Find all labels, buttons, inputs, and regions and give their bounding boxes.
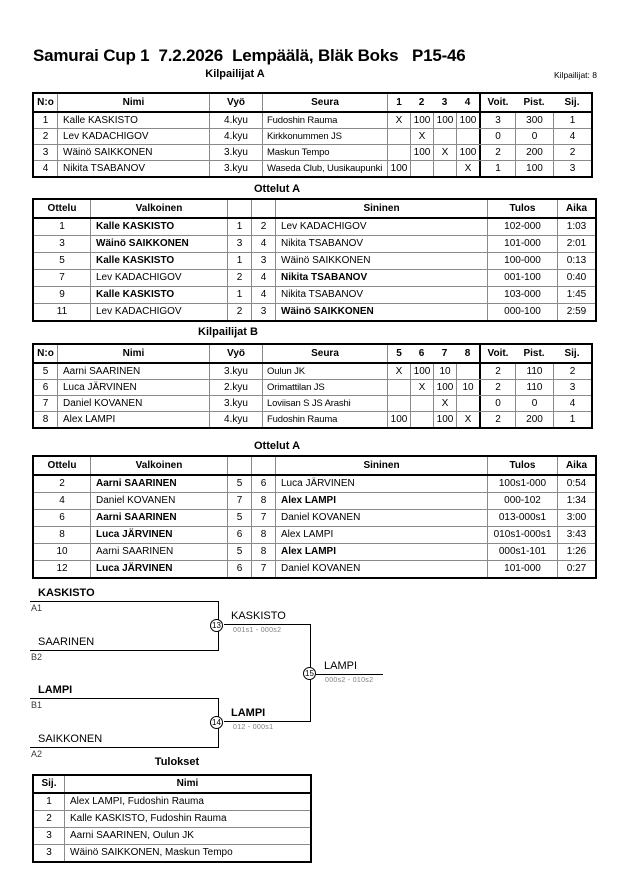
cell-match-no: 1 bbox=[59, 221, 65, 232]
cell-result-2 bbox=[410, 412, 433, 427]
cell-result-2 bbox=[410, 396, 433, 411]
cell-white-name: Aarni SAARINEN bbox=[90, 510, 227, 526]
cell-points: 100 bbox=[515, 161, 553, 176]
header-time: Aika bbox=[557, 200, 595, 217]
cell-place: 3 bbox=[553, 380, 591, 395]
page-title: Samurai Cup 1 7.2.2026 Lempäälä, Bläk Boks P15-46 bbox=[33, 46, 466, 65]
matches-b-heading: Ottelut A bbox=[253, 440, 301, 452]
cell-score: 013-000s1 bbox=[487, 510, 557, 526]
cell-blue-name: Nikita TSABANOV bbox=[275, 270, 487, 286]
cell-club: Fudoshin Rauma bbox=[262, 113, 387, 128]
cell-belt: 3.kyu bbox=[209, 145, 262, 160]
table-row bbox=[34, 810, 310, 827]
matches-a-heading: Ottelut A bbox=[253, 183, 301, 195]
cell-time: 1:26 bbox=[557, 544, 595, 560]
cell-time: 2:59 bbox=[557, 304, 595, 320]
cell-blue-name: Luca JÄRVINEN bbox=[275, 476, 487, 492]
bracket-score: 001s1 - 000s2 bbox=[233, 627, 282, 634]
cell-time: 3:00 bbox=[557, 510, 595, 526]
header-place: Sij. bbox=[41, 778, 57, 789]
header-wins: Voit. bbox=[479, 345, 515, 362]
cell-white-name: Lev KADACHIGOV bbox=[90, 304, 227, 320]
participant-count: Kilpailijat: 8 bbox=[554, 70, 597, 80]
cell-wins: 0 bbox=[479, 396, 515, 411]
cell-result-4: 100 bbox=[456, 145, 479, 160]
cell-blue-no: 6 bbox=[251, 476, 275, 492]
table-row bbox=[34, 560, 595, 577]
header-place: Sij. bbox=[564, 97, 580, 108]
table-row bbox=[34, 128, 591, 144]
cell-score: 010s1-000s1 bbox=[487, 527, 557, 543]
bracket-connector bbox=[30, 650, 218, 651]
cell-place: 3 bbox=[553, 161, 591, 176]
bracket-connector bbox=[30, 698, 218, 699]
bracket-seed-tag: A1 bbox=[31, 603, 43, 613]
header-name: Nimi bbox=[57, 345, 209, 362]
header-belt: Vyö bbox=[209, 94, 262, 111]
cell-blue-name: Alex LAMPI bbox=[275, 493, 487, 509]
cell-result-2: X bbox=[410, 380, 433, 395]
cell-place: 4 bbox=[553, 129, 591, 144]
cell-result-3 bbox=[433, 161, 456, 176]
cell-blue-no: 4 bbox=[251, 270, 275, 286]
header-white-name: Valkoinen bbox=[90, 457, 227, 474]
cell-white-no: 1 bbox=[227, 287, 251, 303]
cell-white-name: Wäinö SAIKKONEN bbox=[90, 236, 227, 252]
results-heading: Tulokset bbox=[154, 756, 200, 768]
header-blue-no bbox=[251, 200, 275, 217]
cell-white-no: 6 bbox=[227, 561, 251, 577]
table-row bbox=[34, 492, 595, 509]
cell-name: Alex LAMPI, Fudoshin Rauma bbox=[64, 794, 310, 810]
cell-time: 0:54 bbox=[557, 476, 595, 492]
cell-wins: 1 bbox=[479, 161, 515, 176]
cell-blue-no: 4 bbox=[251, 236, 275, 252]
cell-blue-no: 8 bbox=[251, 544, 275, 560]
cell-blue-name: Nikita TSABANOV bbox=[275, 236, 487, 252]
pool-b-heading: Kilpailijat B bbox=[198, 326, 258, 338]
header-blue-no bbox=[251, 457, 275, 474]
cell-place: 1 bbox=[46, 796, 52, 807]
header-points: Pist. bbox=[523, 348, 545, 359]
cell-white-name: Daniel KOVANEN bbox=[90, 493, 227, 509]
bracket-entrant-name: LAMPI bbox=[38, 684, 73, 696]
cell-match-no: 2 bbox=[59, 478, 65, 489]
cell-result-4: 100 bbox=[456, 113, 479, 128]
bracket-score: 000s2 - 010s2 bbox=[325, 677, 374, 684]
cell-white-no: 1 bbox=[227, 253, 251, 269]
cell-place: 2 bbox=[553, 145, 591, 160]
cell-blue-no: 4 bbox=[251, 287, 275, 303]
cell-points: 0 bbox=[515, 129, 553, 144]
cell-score: 000s1-101 bbox=[487, 544, 557, 560]
cell-score: 103-000 bbox=[487, 287, 557, 303]
cell-score: 101-000 bbox=[487, 236, 557, 252]
table-row bbox=[34, 476, 595, 492]
cell-blue-no: 7 bbox=[251, 510, 275, 526]
cell-blue-no: 3 bbox=[251, 253, 275, 269]
cell-result-3: 10 bbox=[433, 364, 456, 379]
header-club: Seura bbox=[262, 94, 387, 111]
cell-blue-name: Nikita TSABANOV bbox=[275, 287, 487, 303]
cell-time: 2:01 bbox=[557, 236, 595, 252]
bracket-seed-tag: B2 bbox=[31, 652, 43, 662]
cell-place: 2 bbox=[46, 813, 52, 824]
cell-blue-name: Alex LAMPI bbox=[275, 527, 487, 543]
cell-white-name: Lev KADACHIGOV bbox=[90, 270, 227, 286]
pool-a-heading: Kilpailijat A bbox=[205, 68, 265, 80]
cell-result-4 bbox=[456, 396, 479, 411]
cell-wins: 2 bbox=[479, 364, 515, 379]
cell-result-3: 100 bbox=[433, 412, 456, 427]
bracket-match-number: 14 bbox=[210, 716, 223, 729]
header-match-no: Ottelu bbox=[47, 460, 77, 471]
table-header-row bbox=[34, 345, 591, 364]
cell-match-no: 5 bbox=[59, 255, 65, 266]
table-row bbox=[34, 269, 595, 286]
table-row bbox=[34, 235, 595, 252]
pool-a-table bbox=[32, 92, 593, 178]
table-row bbox=[34, 844, 310, 861]
header-white-no bbox=[227, 200, 251, 217]
cell-name: Wäinö SAIKKONEN, Maskun Tempo bbox=[64, 845, 310, 861]
header-result-1: 1 bbox=[387, 94, 410, 111]
cell-match-no: 11 bbox=[56, 306, 68, 317]
cell-score: 102-000 bbox=[487, 219, 557, 235]
cell-time: 3:43 bbox=[557, 527, 595, 543]
cell-match-no: 4 bbox=[59, 495, 65, 506]
header-name: Nimi bbox=[57, 94, 209, 111]
cell-points: 200 bbox=[515, 412, 553, 427]
cell-match-no: 9 bbox=[59, 289, 65, 300]
cell-result-4 bbox=[456, 129, 479, 144]
pool-b-table bbox=[32, 343, 593, 429]
cell-place: 1 bbox=[553, 113, 591, 128]
table-row bbox=[34, 144, 591, 160]
cell-white-no: 2 bbox=[227, 304, 251, 320]
cell-result-3: X bbox=[433, 396, 456, 411]
cell-result-4: X bbox=[456, 161, 479, 176]
cell-time: 1:03 bbox=[557, 219, 595, 235]
cell-club: Maskun Tempo bbox=[262, 145, 387, 160]
cell-club: Fudoshin Rauma bbox=[262, 412, 387, 427]
cell-wins: 0 bbox=[479, 129, 515, 144]
cell-white-name: Aarni SAARINEN bbox=[90, 476, 227, 492]
bracket-winner-name: LAMPI bbox=[324, 660, 358, 672]
cell-score: 100s1-000 bbox=[487, 476, 557, 492]
table-row bbox=[34, 509, 595, 526]
cell-points: 110 bbox=[515, 380, 553, 395]
cell-name: Daniel KOVANEN bbox=[57, 396, 209, 411]
cell-blue-no: 7 bbox=[251, 561, 275, 577]
bracket-entrant-name: SAIKKONEN bbox=[38, 733, 103, 745]
header-no: N:o bbox=[37, 97, 54, 108]
cell-belt: 2.kyu bbox=[209, 380, 262, 395]
cell-match-no: 12 bbox=[56, 563, 68, 574]
cell-no: 8 bbox=[42, 414, 49, 425]
cell-result-3: 100 bbox=[433, 380, 456, 395]
cell-result-1: X bbox=[387, 113, 410, 128]
cell-wins: 3 bbox=[479, 113, 515, 128]
cell-match-no: 8 bbox=[59, 529, 65, 540]
table-row bbox=[34, 364, 591, 379]
cell-blue-name: Daniel KOVANEN bbox=[275, 561, 487, 577]
matches-a-table bbox=[32, 198, 597, 322]
cell-time: 1:34 bbox=[557, 493, 595, 509]
cell-blue-name: Daniel KOVANEN bbox=[275, 510, 487, 526]
matches-b-table bbox=[32, 455, 597, 579]
header-match-no: Ottelu bbox=[47, 203, 77, 214]
header-result-4: 4 bbox=[464, 97, 471, 108]
header-wins: Voit. bbox=[479, 94, 515, 111]
cell-time: 0:40 bbox=[557, 270, 595, 286]
cell-club: Oulun JK bbox=[262, 364, 387, 379]
cell-white-name: Aarni SAARINEN bbox=[90, 544, 227, 560]
cell-score: 001-100 bbox=[487, 270, 557, 286]
cell-name: Kalle KASKISTO, Fudoshin Rauma bbox=[64, 811, 310, 827]
cell-name: Luca JÄRVINEN bbox=[57, 380, 209, 395]
cell-no: 5 bbox=[42, 366, 49, 377]
cell-score: 000-102 bbox=[487, 493, 557, 509]
cell-time: 0:27 bbox=[557, 561, 595, 577]
cell-white-no: 3 bbox=[227, 236, 251, 252]
table-row bbox=[34, 160, 591, 176]
cell-result-1: 100 bbox=[387, 412, 410, 427]
cell-result-4: X bbox=[456, 412, 479, 427]
results-table bbox=[32, 774, 312, 863]
cell-points: 110 bbox=[515, 364, 553, 379]
table-header-row bbox=[34, 94, 591, 113]
bracket-connector bbox=[224, 624, 310, 625]
cell-result-1 bbox=[387, 380, 410, 395]
cell-score: 100-000 bbox=[487, 253, 557, 269]
cell-name: Nikita TSABANOV bbox=[57, 161, 209, 176]
cell-points: 200 bbox=[515, 145, 553, 160]
header-result-2: 2 bbox=[418, 97, 425, 108]
cell-white-no: 6 bbox=[227, 527, 251, 543]
bracket-winner-name: KASKISTO bbox=[231, 610, 286, 622]
cell-no: 4 bbox=[42, 163, 49, 174]
cell-wins: 2 bbox=[479, 145, 515, 160]
cell-name: Kalle KASKISTO bbox=[57, 113, 209, 128]
cell-result-1 bbox=[387, 129, 410, 144]
cell-blue-name: Wäinö SAIKKONEN bbox=[275, 304, 487, 320]
cell-result-4 bbox=[456, 364, 479, 379]
cell-name: Aarni SAARINEN, Oulun JK bbox=[64, 828, 310, 844]
cell-belt: 3.kyu bbox=[209, 396, 262, 411]
table-header-row bbox=[34, 776, 310, 794]
cell-white-no: 5 bbox=[227, 476, 251, 492]
cell-place: 3 bbox=[46, 847, 52, 858]
cell-result-2: X bbox=[410, 129, 433, 144]
cell-blue-name: Lev KADACHIGOV bbox=[275, 219, 487, 235]
cell-name: Lev KADACHIGOV bbox=[57, 129, 209, 144]
table-row bbox=[34, 543, 595, 560]
table-row bbox=[34, 379, 591, 395]
bracket-match-number: 13 bbox=[210, 619, 223, 632]
header-points: Pist. bbox=[523, 97, 545, 108]
table-row bbox=[34, 411, 591, 427]
header-place: Sij. bbox=[564, 348, 580, 359]
cell-points: 300 bbox=[515, 113, 553, 128]
cell-score: 000-100 bbox=[487, 304, 557, 320]
bracket-score: 012 - 000s1 bbox=[233, 724, 274, 731]
cell-name: Aarni SAARINEN bbox=[57, 364, 209, 379]
cell-no: 3 bbox=[42, 147, 49, 158]
cell-white-name: Kalle KASKISTO bbox=[90, 253, 227, 269]
header-name: Nimi bbox=[64, 776, 310, 792]
cell-white-no: 5 bbox=[227, 544, 251, 560]
table-row bbox=[34, 113, 591, 128]
cell-no: 1 bbox=[42, 115, 49, 126]
cell-wins: 2 bbox=[479, 412, 515, 427]
cell-white-no: 1 bbox=[227, 219, 251, 235]
cell-white-name: Luca JÄRVINEN bbox=[90, 561, 227, 577]
header-belt: Vyö bbox=[209, 345, 262, 362]
table-row bbox=[34, 219, 595, 235]
table-row bbox=[34, 827, 310, 844]
cell-match-no: 3 bbox=[59, 238, 65, 249]
cell-club: Loviisan S JS Arashi bbox=[262, 396, 387, 411]
cell-belt: 4.kyu bbox=[209, 129, 262, 144]
cell-white-name: Kalle KASKISTO bbox=[90, 287, 227, 303]
cell-result-4: 10 bbox=[456, 380, 479, 395]
cell-club: Kirkkonummen JS bbox=[262, 129, 387, 144]
cell-place: 4 bbox=[553, 396, 591, 411]
bracket-connector bbox=[30, 747, 218, 748]
cell-result-3: X bbox=[433, 145, 456, 160]
cell-time: 0:13 bbox=[557, 253, 595, 269]
table-row bbox=[34, 395, 591, 411]
cell-belt: 3.kyu bbox=[209, 161, 262, 176]
cell-no: 7 bbox=[42, 398, 49, 409]
header-score: Tulos bbox=[487, 200, 557, 217]
header-result-3: 7 bbox=[441, 348, 448, 359]
cell-result-1: 100 bbox=[387, 161, 410, 176]
cell-white-name: Kalle KASKISTO bbox=[90, 219, 227, 235]
cell-score: 101-000 bbox=[487, 561, 557, 577]
cell-result-2: 100 bbox=[410, 113, 433, 128]
header-result-1: 5 bbox=[387, 345, 410, 362]
bracket-seed-tag: A2 bbox=[31, 749, 43, 759]
cell-result-2 bbox=[410, 161, 433, 176]
bracket-winner-name: LAMPI bbox=[231, 707, 266, 719]
cell-time: 1:45 bbox=[557, 287, 595, 303]
cell-result-3: 100 bbox=[433, 113, 456, 128]
cell-points: 0 bbox=[515, 396, 553, 411]
cell-white-name: Luca JÄRVINEN bbox=[90, 527, 227, 543]
bracket-entrant-name: KASKISTO bbox=[38, 587, 95, 599]
header-score: Tulos bbox=[487, 457, 557, 474]
header-no: N:o bbox=[37, 348, 54, 359]
cell-white-no: 7 bbox=[227, 493, 251, 509]
cell-blue-no: 2 bbox=[251, 219, 275, 235]
cell-name: Alex LAMPI bbox=[57, 412, 209, 427]
header-result-2: 6 bbox=[418, 348, 425, 359]
cell-belt: 4.kyu bbox=[209, 113, 262, 128]
cell-result-1 bbox=[387, 396, 410, 411]
cell-match-no: 6 bbox=[59, 512, 65, 523]
bracket-match-number: 15 bbox=[303, 667, 316, 680]
cell-white-no: 5 bbox=[227, 510, 251, 526]
cell-no: 2 bbox=[42, 131, 49, 142]
cell-match-no: 10 bbox=[56, 546, 68, 557]
cell-blue-no: 8 bbox=[251, 493, 275, 509]
bracket-entrant-name: SAARINEN bbox=[38, 636, 95, 648]
bracket-connector bbox=[316, 674, 383, 675]
cell-white-no: 2 bbox=[227, 270, 251, 286]
cell-result-3 bbox=[433, 129, 456, 144]
cell-result-1: X bbox=[387, 364, 410, 379]
table-header-row bbox=[34, 457, 595, 476]
cell-place: 3 bbox=[46, 830, 52, 841]
bracket-connector bbox=[224, 721, 310, 722]
bracket-connector bbox=[30, 601, 218, 602]
table-row bbox=[34, 794, 310, 810]
header-white-no bbox=[227, 457, 251, 474]
header-result-4: 8 bbox=[464, 348, 471, 359]
table-row bbox=[34, 526, 595, 543]
cell-name: Wäinö SAIKKONEN bbox=[57, 145, 209, 160]
cell-blue-no: 8 bbox=[251, 527, 275, 543]
cell-place: 2 bbox=[553, 364, 591, 379]
bracket-seed-tag: B1 bbox=[31, 700, 43, 710]
cell-club: Waseda Club, Uusikaupunki bbox=[262, 161, 387, 176]
table-row bbox=[34, 303, 595, 320]
cell-wins: 2 bbox=[479, 380, 515, 395]
cell-belt: 3.kyu bbox=[209, 364, 262, 379]
table-header-row bbox=[34, 200, 595, 219]
header-time: Aika bbox=[557, 457, 595, 474]
cell-place: 1 bbox=[553, 412, 591, 427]
cell-result-1 bbox=[387, 145, 410, 160]
table-row bbox=[34, 286, 595, 303]
cell-blue-no: 3 bbox=[251, 304, 275, 320]
cell-result-2: 100 bbox=[410, 364, 433, 379]
cell-blue-name: Alex LAMPI bbox=[275, 544, 487, 560]
cell-club: Orimattilan JS bbox=[262, 380, 387, 395]
header-blue-name: Sininen bbox=[275, 200, 487, 217]
cell-match-no: 7 bbox=[59, 272, 65, 283]
cell-result-2: 100 bbox=[410, 145, 433, 160]
table-row bbox=[34, 252, 595, 269]
header-club: Seura bbox=[262, 345, 387, 362]
header-result-3: 3 bbox=[441, 97, 448, 108]
header-blue-name: Sininen bbox=[275, 457, 487, 474]
cell-no: 6 bbox=[42, 382, 49, 393]
cell-blue-name: Wäinö SAIKKONEN bbox=[275, 253, 487, 269]
cell-belt: 4.kyu bbox=[209, 412, 262, 427]
header-white-name: Valkoinen bbox=[90, 200, 227, 217]
